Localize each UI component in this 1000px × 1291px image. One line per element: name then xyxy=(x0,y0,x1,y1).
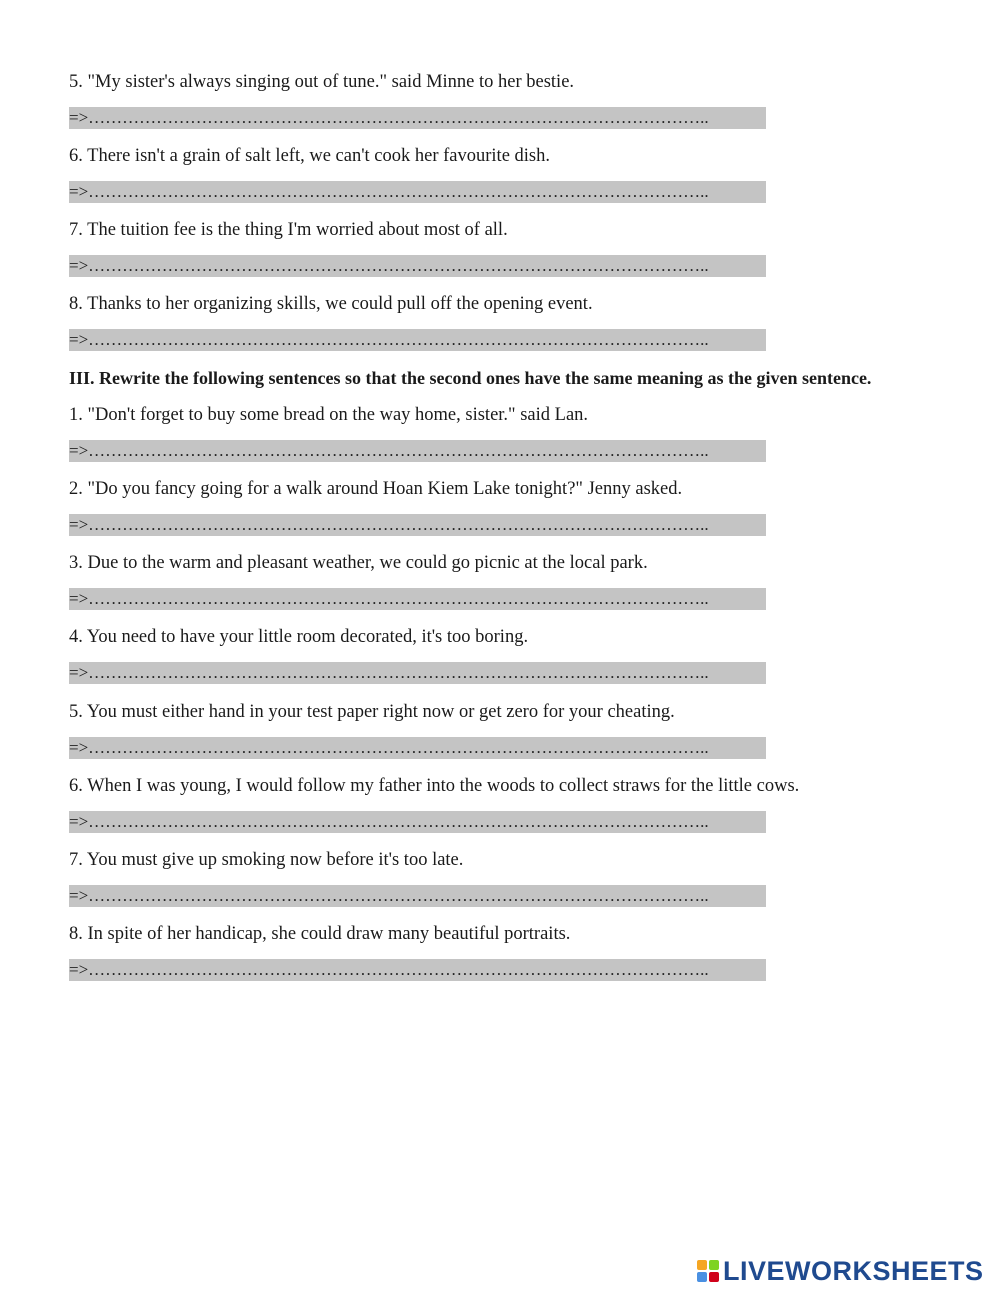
answer-field[interactable]: =>……………………………………………………………………………………………….. xyxy=(69,662,766,684)
answer-field[interactable]: =>……………………………………………………………………………………………….. xyxy=(69,737,766,759)
answer-field[interactable]: =>……………………………………………………………………………………………….. xyxy=(69,440,766,462)
question-text: 4. You need to have your little room decorated, it's too boring. xyxy=(69,627,529,647)
logo-square xyxy=(709,1260,719,1270)
question-text: 5. "My sister's always singing out of tune." said Minne to her bestie. xyxy=(69,72,575,92)
answer-field[interactable]: =>……………………………………………………………………………………………….. xyxy=(69,514,766,536)
question-text: 7. The tuition fee is the thing I'm worried about most of all. xyxy=(69,220,508,240)
question-text: 5. You must either hand in your test paper right now or get zero for your cheating. xyxy=(69,702,675,722)
question-text: 6. There isn't a grain of salt left, we can't cook her favourite dish. xyxy=(69,146,550,166)
answer-field[interactable]: =>……………………………………………………………………………………………….. xyxy=(69,588,766,610)
answer-field[interactable]: =>……………………………………………………………………………………………….. xyxy=(69,329,766,351)
answer-field[interactable]: =>……………………………………………………………………………………………….. xyxy=(69,255,766,277)
question-text: 1. "Don't forget to buy some bread on the way home, sister." said Lan. xyxy=(69,405,589,425)
question-text: 6. When I was young, I would follow my father into the woods to collect straws for the little cows. xyxy=(69,776,800,796)
logo-square xyxy=(697,1260,707,1270)
logo-square xyxy=(697,1272,707,1282)
answer-field[interactable]: =>……………………………………………………………………………………………….. xyxy=(69,885,766,907)
logo-square xyxy=(709,1272,719,1282)
logo-mark-icon xyxy=(697,1260,719,1282)
answer-field[interactable]: =>……………………………………………………………………………………………….. xyxy=(69,181,766,203)
question-text: 7. You must give up smoking now before it's too late. xyxy=(69,850,464,870)
question-text: 8. Thanks to her organizing skills, we could pull off the opening event. xyxy=(69,294,593,314)
question-text: 3. Due to the warm and pleasant weather, we could go picnic at the local park. xyxy=(69,553,648,573)
liveworksheets-logo xyxy=(697,1255,984,1287)
answer-field[interactable]: =>……………………………………………………………………………………………….. xyxy=(69,959,766,981)
answer-field[interactable]: =>……………………………………………………………………………………………….. xyxy=(69,107,766,129)
section-heading: III. Rewrite the following sentences so that the second ones have the same meaning as the given sentence. xyxy=(69,368,872,388)
logo-text: LIVEWORKSHEETS xyxy=(723,1255,984,1286)
question-text: 2. "Do you fancy going for a walk around Hoan Kiem Lake tonight?" Jenny asked. xyxy=(69,479,683,499)
answer-field[interactable]: =>……………………………………………………………………………………………….. xyxy=(69,811,766,833)
question-text: 8. In spite of her handicap, she could draw many beautiful portraits. xyxy=(69,924,571,944)
